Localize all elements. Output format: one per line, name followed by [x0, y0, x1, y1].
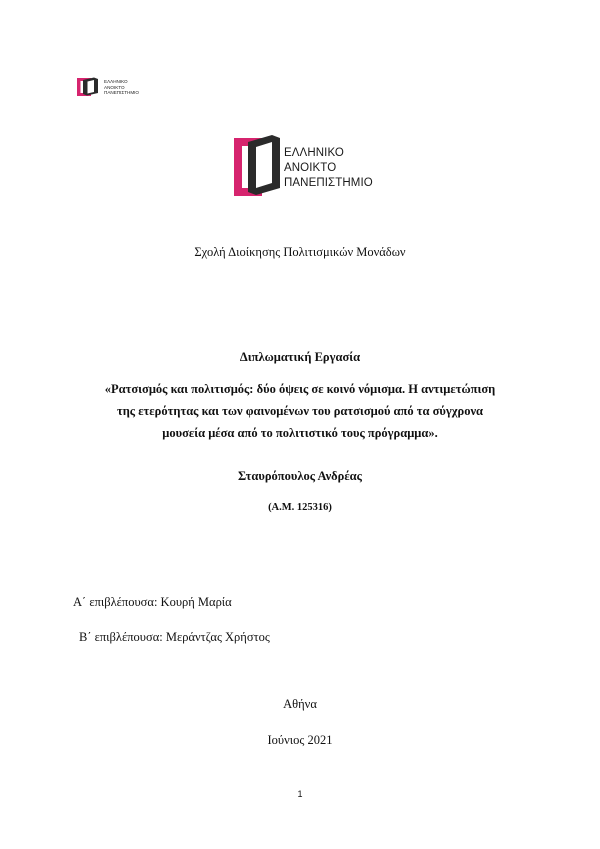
school-name: Σχολή Διοίκησης Πολιτισμικών Μονάδων: [194, 245, 406, 259]
university-logo-mark-large: [232, 132, 284, 202]
university-logo-mark-small: [76, 76, 102, 98]
page-number: 1: [297, 789, 303, 799]
thesis-title-line-3: μουσεία μέσα από το πολιτιστικό τους πρόγραμμα».: [162, 426, 438, 440]
thesis-type: Διπλωματική Εργασία: [239, 350, 361, 364]
logo-large-line-1: ΕΛΛΗΝΙΚΟ: [284, 147, 344, 159]
logo-small-line-1: ΕΛΛΗΝΙΚΟ: [104, 79, 128, 84]
author-name: Σταυρόπουλος Ανδρέας: [238, 469, 362, 483]
thesis-title-line-1: «Ρατσισμός και πολιτισμός: δύο όψεις σε κοινό νόμισμα. Η αντιμετώπιση: [104, 382, 496, 396]
supervisor-first: Α΄ επιβλέπουσα: Κουρή Μαρία: [73, 595, 232, 609]
date: Ιούνιος 2021: [267, 733, 333, 747]
thesis-title-line-2: της ετερότητας και των φαινομένων του ρατσισμού από τα σύγχρονα: [116, 404, 484, 418]
university-logo-small: [76, 76, 156, 98]
student-id: (Α.Μ. 125316): [268, 502, 332, 513]
university-logo-large: [232, 132, 382, 202]
university-logo-small-text: [104, 79, 139, 96]
university-logo-large-text: [284, 146, 373, 191]
supervisor-second: Β΄ επιβλέπουσα: Μεράντζας Χρήστος: [79, 630, 270, 644]
logo-large-line-2: ΑΝΟΙΚΤΟ: [284, 162, 337, 174]
thesis-title: [80, 378, 520, 444]
logo-large-line-3: ΠΑΝΕΠΙΣΤΗΜΙΟ: [284, 177, 373, 189]
city: Αθήνα: [283, 697, 317, 711]
logo-small-line-2: ΑΝΟΙΚΤΟ: [104, 84, 125, 90]
logo-small-line-3: ΠΑΝΕΠΙΣΤΗΜΙΟ: [104, 90, 139, 96]
